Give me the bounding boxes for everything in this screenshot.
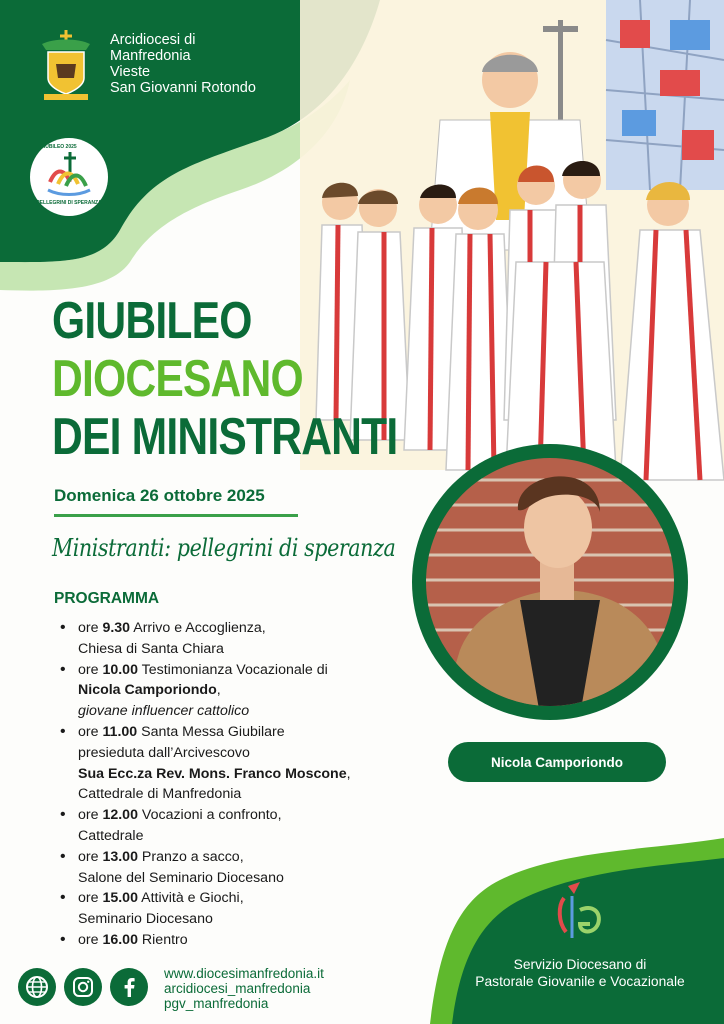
servizio-line1: Servizio Diocesano di — [513, 957, 647, 972]
event-motto: Ministranti: pellegrini di speranza — [52, 534, 396, 562]
program-list — [60, 618, 420, 951]
title-line1: GIUBILEO — [52, 292, 252, 350]
jubilee-logo-bottom-text: PELLEGRINI DI SPERANZA — [36, 200, 102, 206]
servizio-line2: Pastorale Giovanile e Vocazionale — [475, 974, 685, 989]
pgv-logo-icon — [550, 880, 610, 944]
program-item: • ore 12.00 Vocazioni a confronto, Cattedrale — [60, 805, 420, 847]
diocese-name — [110, 32, 256, 96]
program-item: • ore 10.00 Testimonianza Vocazionale di Nicola Camporiondo, giovane influencer cattolico — [60, 660, 420, 722]
title-line2: DIOCESANO — [52, 350, 303, 408]
event-title — [52, 292, 397, 466]
instagram-handle-2[interactable]: pgv_manfredonia — [164, 996, 269, 1011]
globe-icon[interactable] — [18, 968, 56, 1006]
program-item: • ore 15.00 Attività e Giochi, Seminario Diocesano — [60, 888, 420, 930]
servizio-diocesano — [440, 956, 720, 990]
date-underline — [54, 514, 298, 517]
diocese-name-line2: Manfredonia — [110, 48, 191, 64]
program-item: • ore 9.30 Arrivo e Accoglienza, Chiesa di Santa Chiara — [60, 618, 420, 660]
programma-heading: PROGRAMMA — [54, 590, 160, 607]
program-item: • ore 16.00 Rientro — [60, 930, 420, 951]
jubilee-2025-logo — [30, 138, 108, 216]
diocese-name-line4: San Giovanni Rotondo — [110, 80, 256, 96]
diocese-name-line3: Vieste — [110, 64, 151, 80]
instagram-icon[interactable] — [64, 968, 102, 1006]
jubilee-logo-top-text: GIUBILEO 2025 — [40, 144, 77, 150]
speaker-photo — [412, 444, 688, 720]
instagram-handle-1[interactable]: arcidiocesi_manfredonia — [164, 981, 311, 996]
title-line3: DEI MINISTRANTI — [52, 408, 398, 466]
diocesan-coat-of-arms-icon — [34, 28, 98, 104]
program-item: • ore 11.00 Santa Messa Giubilare presieduta dall’Arcivescovo Sua Ecc.za Rev. Mons. Franco Moscone, Cattedrale di Manfredonia — [60, 722, 420, 805]
program-item: • ore 13.00 Pranzo a sacco, Salone del Seminario Diocesano — [60, 847, 420, 889]
event-date: Domenica 26 ottobre 2025 — [54, 486, 265, 505]
diocese-name-line1: Arcidiocesi di — [110, 32, 196, 48]
facebook-icon[interactable] — [110, 968, 148, 1006]
footer-contacts — [164, 966, 324, 1011]
speaker-name-badge: Nicola Camporiondo — [448, 742, 666, 782]
website-link[interactable]: www.diocesimanfredonia.it — [164, 966, 324, 981]
